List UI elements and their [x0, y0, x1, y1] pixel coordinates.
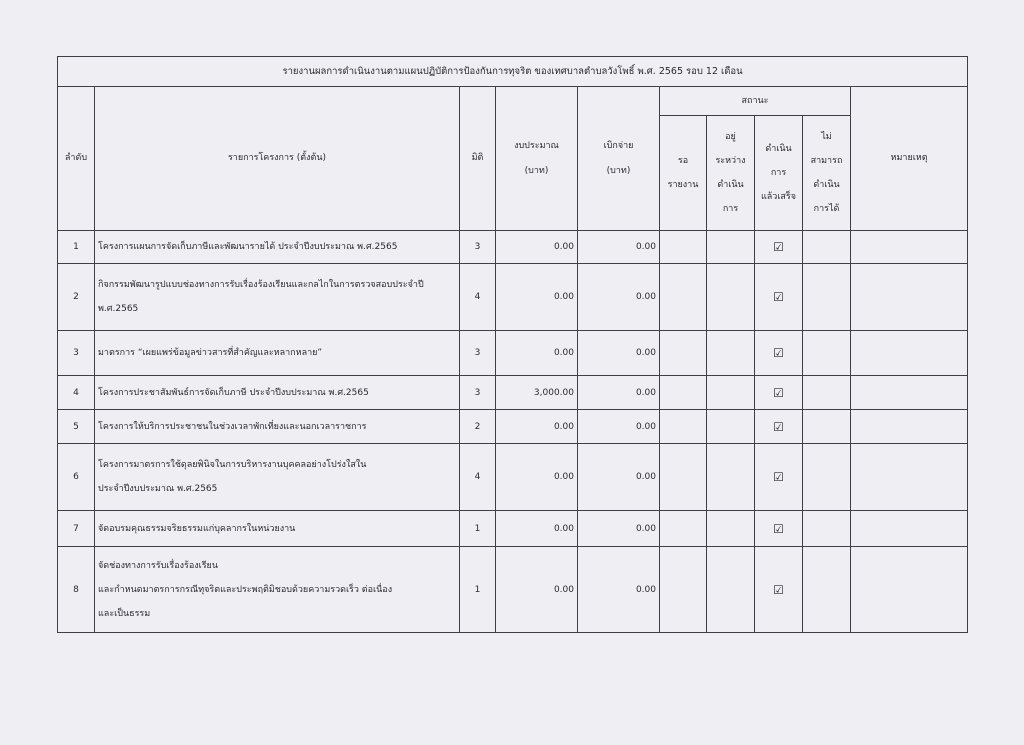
status-in-progress-cell	[707, 547, 755, 633]
checkbox-checked-icon: ☑	[773, 346, 784, 360]
project-name-line: ประจำปีงบประมาณ พ.ศ.2565	[98, 484, 218, 494]
status-in-progress-cell	[707, 444, 755, 511]
budget-value: 0.00	[496, 331, 578, 376]
col-header-disbursed: เบิกจ่าย (บาท)	[578, 87, 660, 231]
budget-value: 0.00	[496, 264, 578, 331]
checkbox-checked-icon: ☑	[773, 521, 784, 536]
col-header-no: ลำดับ	[58, 87, 95, 231]
status-waiting-cell	[660, 331, 707, 376]
disbursed-value: 0.00	[578, 410, 660, 444]
row-number: 2	[58, 264, 95, 331]
dimension-value: 4	[460, 264, 496, 331]
project-name-line: โครงการประชาสัมพันธ์การจัดเก็บภาษี ประจำปีงบประมาณ พ.ศ.2565	[98, 387, 369, 398]
status-cannot-cell	[803, 331, 851, 376]
remark-cell	[851, 511, 968, 547]
status-in-progress-cell	[707, 410, 755, 444]
row-number: 8	[58, 547, 95, 633]
project-name-line: โครงการให้บริการประชาชนในช่วงเวลาพักเที่ยงและนอกเวลาราชการ	[98, 421, 367, 432]
status-done-cell	[755, 331, 803, 376]
remark-cell	[851, 376, 968, 410]
row-number: 6	[58, 444, 95, 511]
project-name	[95, 376, 460, 410]
project-name-line: โครงการมาตรการใช้ดุลยพินิจในการบริหารงานบุคคลอย่างโปร่งใสใน	[98, 460, 367, 470]
project-name	[95, 264, 460, 331]
project-name	[95, 511, 460, 547]
dimension-value: 1	[460, 547, 496, 633]
budget-value: 0.00	[496, 511, 578, 547]
disbursed-value: 0.00	[578, 231, 660, 264]
disbursed-value: 0.00	[578, 264, 660, 331]
col-header-budget: งบประมาณ (บาท)	[496, 87, 578, 231]
status-cannot-cell	[803, 376, 851, 410]
project-name-line: กิจกรรมพัฒนารูปแบบช่องทางการรับเรื่องร้องเรียนและกลไกในการตรวจสอบประจำปี	[98, 280, 424, 290]
budget-value: 3,000.00	[496, 376, 578, 410]
remark-cell	[851, 231, 968, 264]
table-row	[58, 231, 968, 264]
status-in-progress-cell	[707, 231, 755, 264]
col-header-project: รายการโครงการ (ตั้งต้น)	[95, 87, 460, 231]
status-cannot-cell	[803, 410, 851, 444]
report-title: รายงานผลการดำเนินงานตามแผนปฏิบัติการป้องกันการทุจริต ของเทศบาลตำบลวังโพธิ์ พ.ศ. 2565 รอบ 12 เดือน	[58, 57, 968, 87]
disbursed-value: 0.00	[578, 376, 660, 410]
checkbox-checked-icon: ☑	[773, 419, 784, 434]
remark-cell	[851, 331, 968, 376]
dimension-value: 3	[460, 231, 496, 264]
status-cannot-cell	[803, 264, 851, 331]
checkbox-checked-icon: ☑	[773, 470, 784, 484]
col-header-status-waiting: รอ รายงาน	[660, 116, 707, 231]
col-header-dimension: มิติ	[460, 87, 496, 231]
status-waiting-cell	[660, 264, 707, 331]
col-header-status-cannot: ไม่ สามารถ ดำเนิน การได้	[803, 116, 851, 231]
disbursed-value: 0.00	[578, 547, 660, 633]
status-waiting-cell	[660, 511, 707, 547]
row-number: 5	[58, 410, 95, 444]
status-cannot-cell	[803, 547, 851, 633]
status-waiting-cell	[660, 231, 707, 264]
project-name-line: จัดช่องทางการรับเรื่องร้องเรียน	[98, 560, 218, 571]
project-name	[95, 547, 460, 633]
checkbox-checked-icon: ☑	[773, 290, 784, 304]
status-done-cell	[755, 511, 803, 547]
status-done-cell	[755, 231, 803, 264]
dimension-value: 2	[460, 410, 496, 444]
project-name	[95, 410, 460, 444]
status-done-cell	[755, 376, 803, 410]
project-name-line: โครงการแผนการจัดเก็บภาษีและพัฒนารายได้ ประจำปีงบประมาณ พ.ศ.2565	[98, 242, 398, 252]
status-in-progress-cell	[707, 331, 755, 376]
table-row	[58, 444, 968, 511]
report-sheet	[57, 56, 968, 633]
checkbox-checked-icon: ☑	[773, 240, 784, 254]
row-number: 1	[58, 231, 95, 264]
project-name-line: จัดอบรมคุณธรรมจริยธรรมแก่บุคลากรในหน่วยงาน	[98, 523, 296, 534]
remark-cell	[851, 264, 968, 331]
remark-cell	[851, 410, 968, 444]
project-name-line: พ.ศ.2565	[98, 304, 139, 314]
status-done-cell	[755, 444, 803, 511]
remark-cell	[851, 444, 968, 511]
row-number: 4	[58, 376, 95, 410]
row-number: 3	[58, 331, 95, 376]
status-in-progress-cell	[707, 264, 755, 331]
disbursed-value: 0.00	[578, 444, 660, 511]
budget-value: 0.00	[496, 410, 578, 444]
table-row	[58, 331, 968, 376]
checkbox-checked-icon: ☑	[773, 385, 784, 400]
table-row	[58, 410, 968, 444]
col-header-status-in-progress: อยู่ ระหว่าง ดำเนิน การ	[707, 116, 755, 231]
status-in-progress-cell	[707, 376, 755, 410]
dimension-value: 3	[460, 331, 496, 376]
table-row	[58, 264, 968, 331]
project-name-line: มาตรการ “เผยแพร่ข้อมูลข่าวสารที่สำคัญและหลากหลาย”	[98, 348, 323, 358]
disbursed-value: 0.00	[578, 331, 660, 376]
project-name-line: และเป็นธรรม	[98, 608, 151, 619]
col-header-status-group: สถานะ	[660, 87, 851, 116]
status-waiting-cell	[660, 376, 707, 410]
status-waiting-cell	[660, 444, 707, 511]
col-header-remark: หมายเหตุ	[851, 87, 968, 231]
checkbox-checked-icon: ☑	[773, 582, 784, 597]
status-done-cell	[755, 264, 803, 331]
dimension-value: 4	[460, 444, 496, 511]
table-row	[58, 511, 968, 547]
budget-value: 0.00	[496, 547, 578, 633]
status-waiting-cell	[660, 547, 707, 633]
status-cannot-cell	[803, 444, 851, 511]
project-name	[95, 444, 460, 511]
project-name	[95, 231, 460, 264]
project-name-line: และกำหนดมาตรการกรณีทุจริตและประพฤติมิชอบด้วยความรวดเร็ว ต่อเนื่อง	[98, 584, 393, 595]
budget-value: 0.00	[496, 231, 578, 264]
report-table	[57, 56, 968, 633]
status-cannot-cell	[803, 231, 851, 264]
remark-cell	[851, 547, 968, 633]
col-header-status-done: ดำเนิน การ แล้วเสร็จ	[755, 116, 803, 231]
budget-value: 0.00	[496, 444, 578, 511]
dimension-value: 1	[460, 511, 496, 547]
row-number: 7	[58, 511, 95, 547]
status-cannot-cell	[803, 511, 851, 547]
dimension-value: 3	[460, 376, 496, 410]
report-rows	[58, 231, 968, 633]
disbursed-value: 0.00	[578, 511, 660, 547]
table-row	[58, 376, 968, 410]
project-name	[95, 331, 460, 376]
table-row	[58, 547, 968, 633]
status-in-progress-cell	[707, 511, 755, 547]
status-done-cell	[755, 410, 803, 444]
status-done-cell	[755, 547, 803, 633]
status-waiting-cell	[660, 410, 707, 444]
